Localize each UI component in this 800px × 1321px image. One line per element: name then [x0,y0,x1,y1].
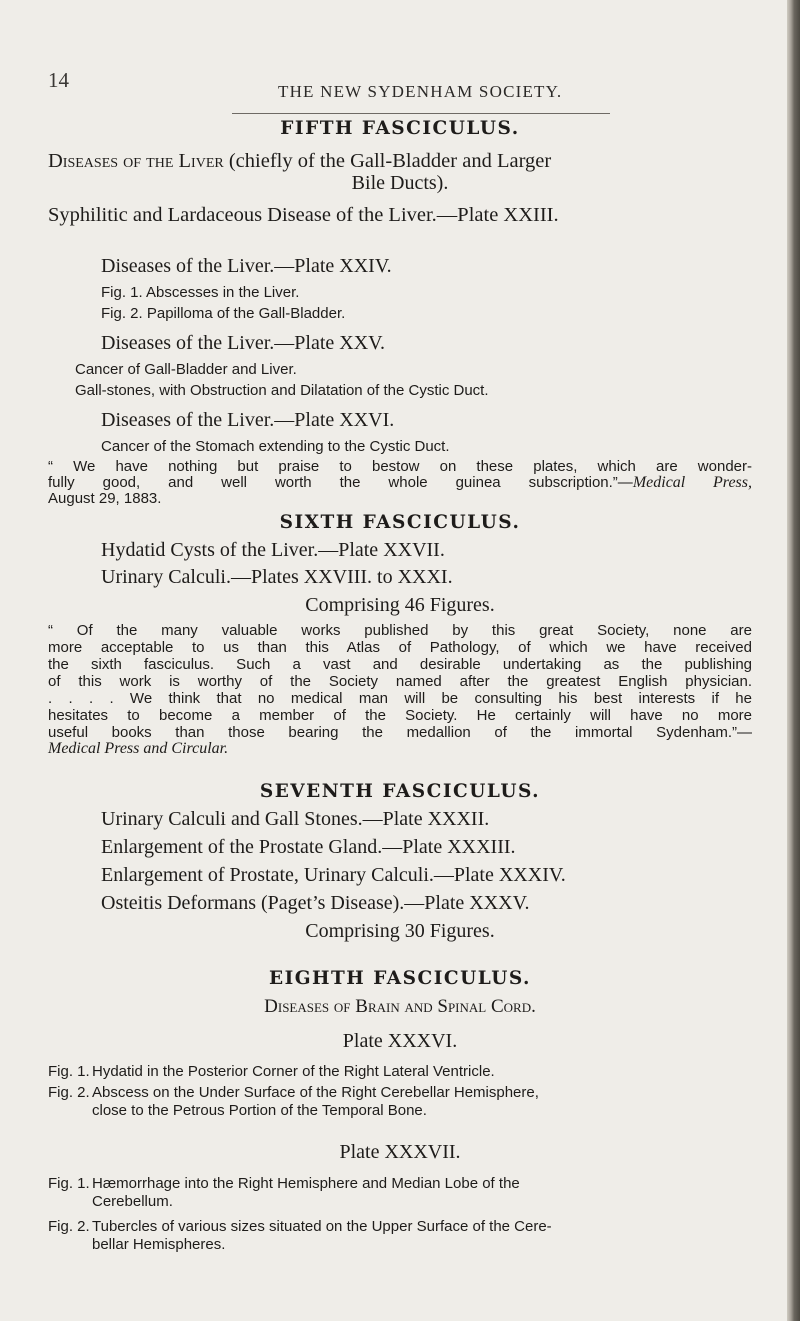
seventh-line-1: Urinary Calculi and Gall Stones.—Plate XXXII. [101,808,490,830]
fig-text: Tubercles of various sizes situated on the Upper Surface of the Cere- [92,1218,552,1235]
plate-37-fig-1-cont: Cerebellum. [92,1193,173,1210]
plate-24-fig-1: Fig. 1. Abscesses in the Liver. [101,284,300,301]
fifth-quote-source: Medical Press, [632,474,752,491]
sixth-quote-line: . . . . We think that no medical man will be consulting his best interests if he [48,690,752,707]
plate-36-title: Plate XXXVI. [342,1030,458,1052]
sixth-quote-line: hesitates to become a member of the Society. He certainly will have no more [48,707,752,724]
plate-37-fig-2-cont: bellar Hemispheres. [92,1236,226,1253]
seventh-line-4: Osteitis Deformans (Paget’s Disease).—Plate XXXV. [101,892,530,914]
header-rule [232,113,610,114]
sixth-line-1: Hydatid Cysts of the Liver.—Plate XXVII. [101,539,445,561]
plate-36-fig-1 [48,1063,495,1080]
sixth-line-2: Urinary Calculi.—Plates XXVIII. to XXXI. [101,566,453,588]
fig-text: Hydatid in the Posterior Corner of the Right Lateral Ventricle. [92,1063,495,1080]
sixth-quote-line: “ Of the many valuable works published by this great Society, none are [48,622,752,639]
running-head: THE NEW SYDENHAM SOCIETY. [278,82,563,101]
fig-label: Fig. 1. [48,1063,90,1080]
binding-edge [787,0,800,1321]
fifth-line-1-rest: (chiefly of the Gall-Bladder and Larger [228,150,552,172]
fig-text: Hæmorrhage into the Right Hemisphere and Median Lobe of the [92,1175,520,1192]
sixth-quote-source [48,740,228,758]
sixth-fasciculus-heading: SIXTH FASCICULUS. [279,512,521,533]
plate-36-fig-2-cont: close to the Petrous Portion of the Temporal Bone. [92,1102,427,1119]
fig-text: Abscess on the Under Surface of the Right Cerebellar Hemisphere, [92,1084,539,1101]
sixth-quote-line: of this work is worthy of the Society named after the greatest English physician. [48,673,752,690]
eighth-fasciculus-heading: EIGHTH FASCICULUS. [269,968,531,989]
plate-37-fig-1 [48,1175,520,1192]
plate-26-title: Diseases of the Liver.—Plate XXVI. [101,409,395,431]
page-number: 14 [48,68,69,92]
plate-24-title: Diseases of the Liver.—Plate XXIV. [101,255,392,277]
fifth-line-1-smallcaps: Diseases of the Liver [48,150,224,172]
sixth-quote-line: useful books than those bearing the medallion of the immortal Sydenham.”— [48,724,752,741]
eighth-subheading: Diseases of Brain and Spinal Cord. [264,996,536,1017]
plate-25-item-1: Cancer of Gall-Bladder and Liver. [75,361,297,378]
fifth-line-1 [48,150,551,173]
sixth-line-3: Comprising 46 Figures. [305,594,495,616]
plate-37-fig-2 [48,1218,552,1235]
plate-25-item-2: Gall-stones, with Obstruction and Dilatation of the Cystic Duct. [75,382,489,399]
seventh-line-5: Comprising 30 Figures. [305,920,495,942]
plate-37-title: Plate XXXVII. [339,1141,461,1163]
plate-24-fig-2: Fig. 2. Papilloma of the Gall-Bladder. [101,305,346,322]
sixth-quote-line: more acceptable to us than this Atlas of Pathology, of which we have received [48,639,752,656]
seventh-fasciculus-heading: SEVENTH FASCICULUS. [259,781,541,802]
seventh-line-2: Enlargement of the Prostate Gland.—Plate XXXIII. [101,836,516,858]
seventh-line-3: Enlargement of Prostate, Urinary Calculi.—Plate XXXIV. [101,864,566,886]
plate-26-item-1: Cancer of the Stomach extending to the Cystic Duct. [101,438,450,455]
sixth-quote-source-italic: Medical Press and Circular. [48,740,229,757]
plate-25-title: Diseases of the Liver.—Plate XXV. [101,332,386,354]
fifth-quote-date: August 29, 1883. [48,490,162,507]
fifth-line-2: Bile Ducts). [351,172,449,194]
fig-label: Fig. 2. [48,1218,90,1235]
fifth-quote-line-2-text: fully good, and well worth the whole guinea subscription.”— [48,474,633,491]
fifth-line-3: Syphilitic and Lardaceous Disease of the Liver.—Plate XXIII. [48,204,559,226]
fifth-quote-line-1: “ We have nothing but praise to bestow on these plates, which are wonder- [48,458,752,475]
fifth-fasciculus-heading: FIFTH FASCICULUS. [280,118,520,139]
fig-label: Fig. 1. [48,1175,90,1192]
plate-36-fig-2 [48,1084,539,1101]
sixth-quote-line: the sixth fasciculus. Such a vast and desirable undertaking as the publishing [48,656,752,673]
fig-label: Fig. 2. [48,1084,90,1101]
